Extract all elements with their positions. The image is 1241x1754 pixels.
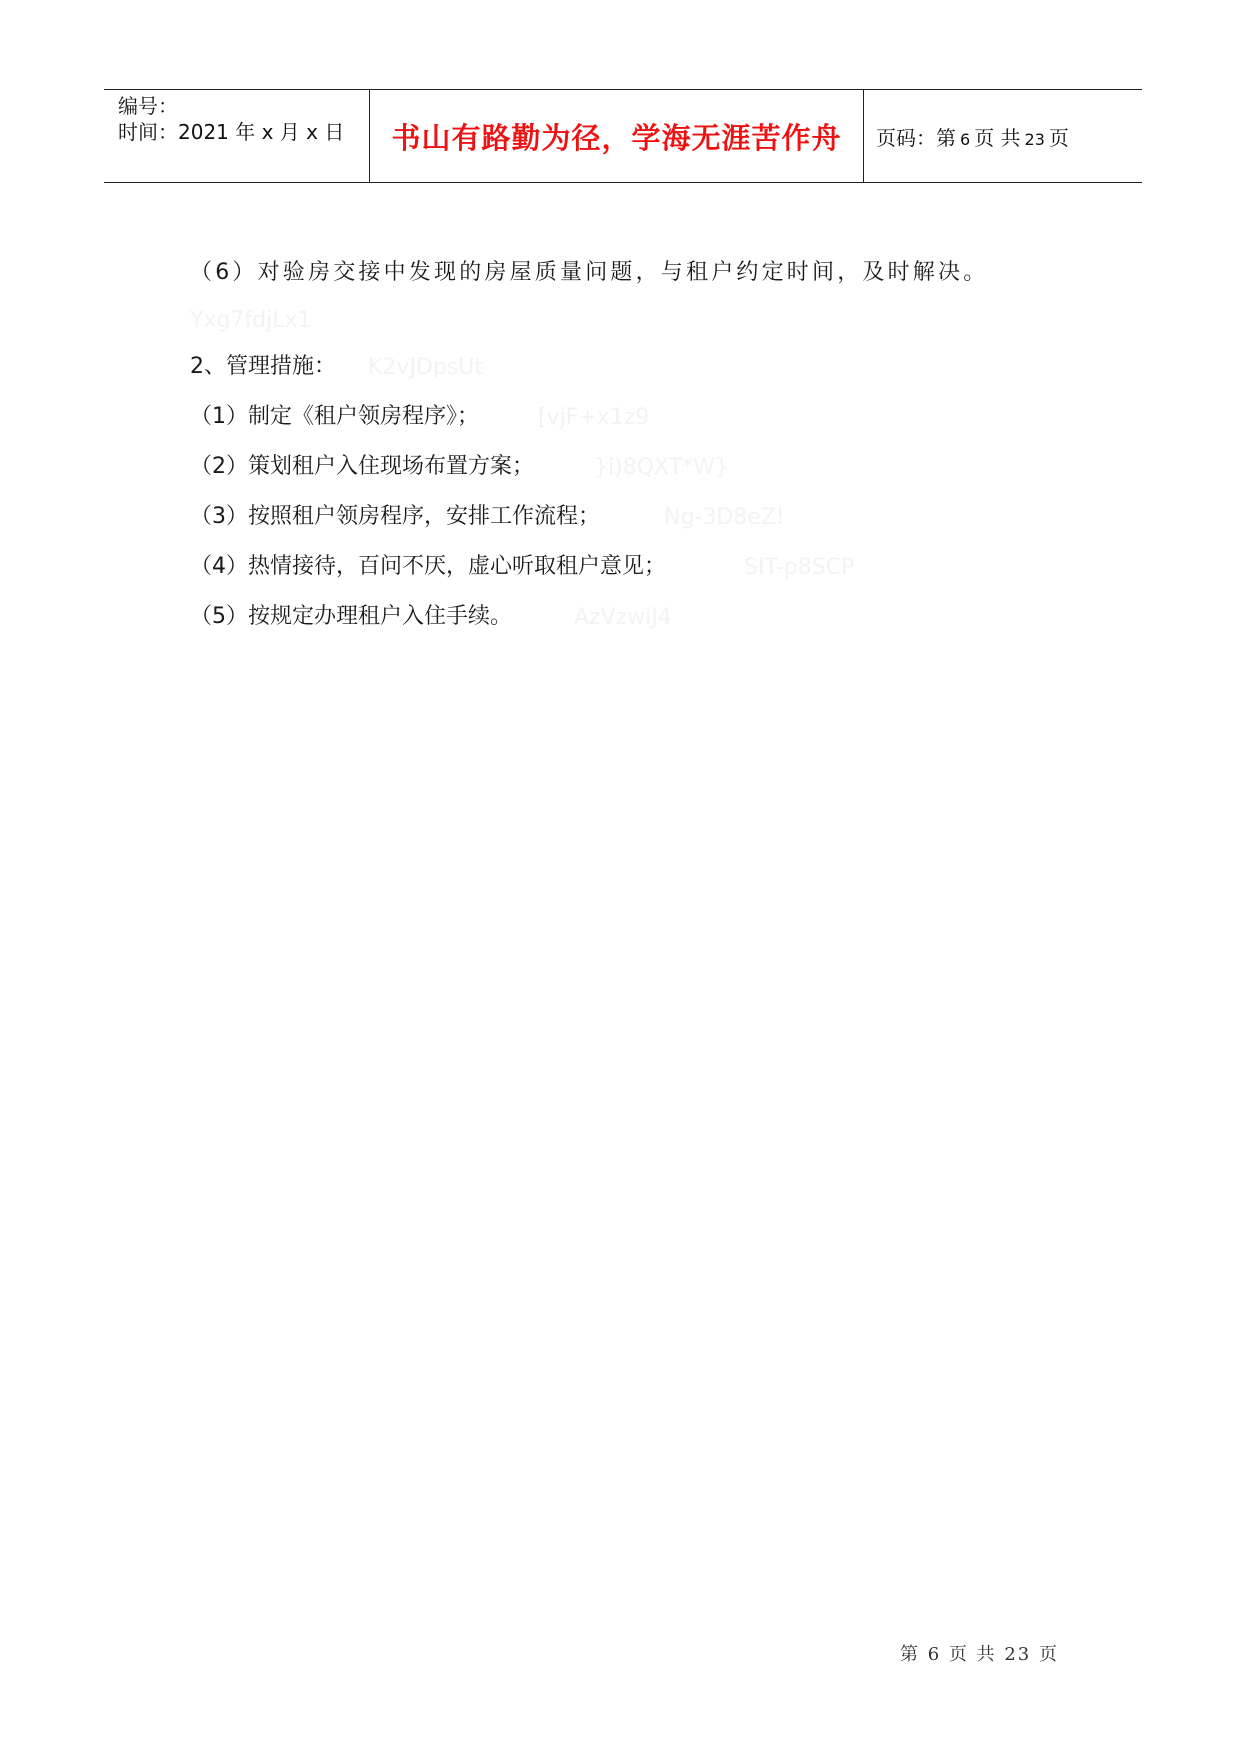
page-current: 6 xyxy=(960,129,971,149)
measure-item: （2）策划租户入住现场布置方案； xyxy=(190,454,534,479)
page-mid: 页 共 xyxy=(974,125,1021,150)
header-motto: 书山有路勤为径，学海无涯苦作舟 xyxy=(391,120,842,155)
document-number-label: 编号： xyxy=(118,94,178,118)
page-prefix: 页码：第 xyxy=(876,125,956,150)
header-page-cell xyxy=(864,90,1142,182)
watermark-text: Ng-3D8eZ! xyxy=(664,505,785,530)
watermark-text: }i)8QXT*W} xyxy=(594,455,729,480)
watermark-text: SIT-p8SCP xyxy=(744,555,855,580)
page-header xyxy=(104,89,1142,183)
item-6-text: （6）对验房交接中发现的房屋质量问题，与租户约定时间，及时解决。 xyxy=(190,260,989,285)
page-footer: 第 6 页 共 23 页 xyxy=(900,1644,1059,1665)
measure-item: （4）热情接待，百问不厌，虚心听取租户意见； xyxy=(190,554,666,579)
watermark-text: Yxg7fdjLx1 xyxy=(190,308,312,333)
header-motto-cell xyxy=(369,90,864,182)
page-suffix: 页 xyxy=(1048,125,1069,150)
header-meta-cell xyxy=(104,90,369,182)
watermark-text: AzVzwiJ4 xyxy=(574,605,672,630)
document-time: 时间：2021 年 x 月 x 日 xyxy=(118,120,345,144)
section-2-title: 2、管理措施： xyxy=(190,354,336,379)
watermark-text: [vjF+x1z9 xyxy=(538,405,650,430)
watermark-text: K2vJDpsUt xyxy=(368,355,484,380)
header-page-number xyxy=(876,122,1069,151)
measure-item: （5）按规定办理租户入住手续。 xyxy=(190,604,512,629)
measure-item: （1）制定《租户领房程序》； xyxy=(190,404,479,429)
page-total: 23 xyxy=(1024,129,1045,149)
measure-item: （3）按照租户领房程序，安排工作流程； xyxy=(190,504,600,529)
